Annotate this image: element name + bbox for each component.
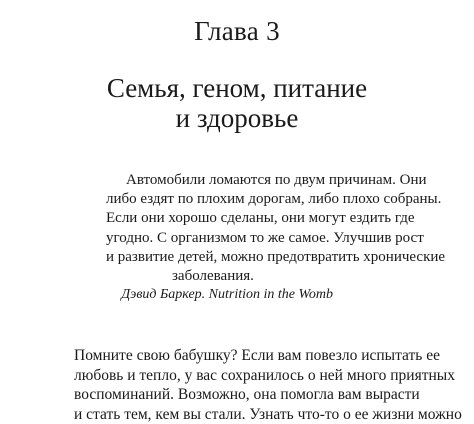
chapter-title-line: Семья, геном, питание	[0, 73, 474, 103]
body-line: Помните свою бабушку? Если вам повезло испытать ее	[74, 346, 434, 366]
epigraph-line: Если они хорошо сделаны, они могут ездить где	[106, 209, 396, 228]
chapter-title-line: и здоровье	[0, 103, 474, 133]
epigraph-attribution: Дэвид Баркер. Nutrition in the Womb	[121, 287, 333, 303]
body-line: любовь и тепло, у вас сохранилось о ней много приятных	[74, 366, 434, 386]
body-line: воспоминаний. Возможно, она помогла вам вырасти	[74, 385, 434, 405]
body-paragraph	[74, 346, 434, 424]
body-line: и стать тем, кем вы стали. Узнать что-то о ее жизни можно	[74, 405, 434, 424]
epigraph	[106, 171, 396, 286]
chapter-number: Глава 3	[0, 16, 474, 47]
epigraph-line: и развитие детей, можно предотвратить хронические	[106, 248, 396, 267]
epigraph-line: угодно. С организмом то же самое. Улучшив рост	[106, 229, 396, 248]
chapter-title	[0, 73, 474, 133]
epigraph-line: либо ездят по плохим дорогам, либо плохо собраны.	[106, 190, 396, 209]
epigraph-line: заболевания.	[106, 267, 396, 286]
epigraph-line: Автомобили ломаются по двум причинам. Они	[106, 171, 396, 190]
